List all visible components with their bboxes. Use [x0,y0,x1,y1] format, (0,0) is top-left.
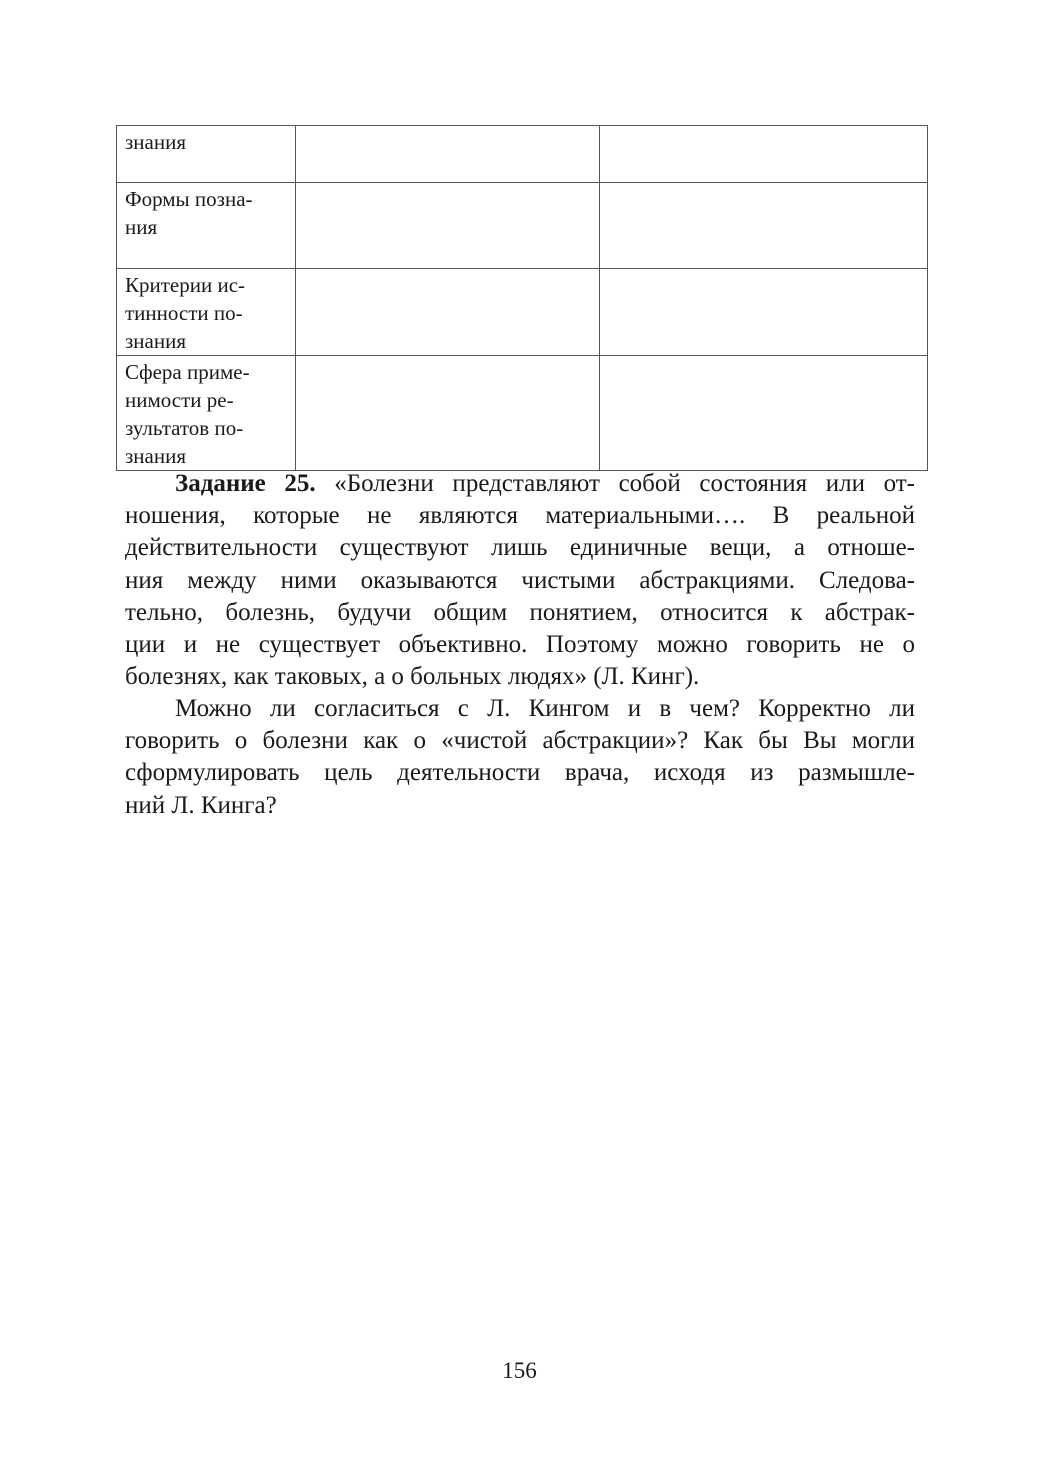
text-line: ния между ними оказываются чистыми абстракциями. Следова- [125,566,915,594]
row-label: Формы позна- ния [125,187,253,239]
table-row [117,183,928,269]
text-line: действительности существуют лишь единичные вещи, а отноше- [125,534,915,562]
row-label-cell [117,183,296,269]
table-row [117,269,928,356]
text-line: сформулировать цель деятельности врача, исходя из размышле- [125,759,915,787]
row-label: Сфера приме- нимости ре- зультатов по- знания [125,360,250,468]
row-label-cell [117,356,296,471]
text-line: болезнях, как таковых, а о больных людях» (Л. Кинг). [125,663,700,691]
empty-cell [600,269,928,356]
row-label-cell [117,269,296,356]
text-line: ний Л. Кинга? [125,791,277,819]
text-line: Можно ли согласиться с Л. Кингом и в чем? Корректно ли [175,695,915,722]
question-paragraph [125,693,915,822]
empty-cell [600,183,928,269]
text-line: ции и не существует объективно. Поэтому можно говорить не о [125,631,915,659]
empty-cell [600,126,928,183]
row-label: знания [125,130,186,154]
task-label: Задание 25. [175,470,316,497]
table-row [117,356,928,471]
empty-cell [296,126,600,183]
comparison-table [116,125,928,471]
empty-cell [600,356,928,471]
page-number: 156 [502,1358,537,1383]
row-label-cell [117,126,296,183]
text-line [125,468,915,500]
text-line: ношения, которые не являются материальными…. В реальной [125,502,915,530]
quote-text: «Болезни представляют собой состояния или от- [315,470,916,497]
row-label: Критерии ис- тинности по- знания [125,273,246,353]
empty-cell [296,356,600,471]
text-line: тельно, болезнь, будучи общим понятием, относится к абстрак- [125,598,915,626]
empty-cell [296,183,600,269]
table-row [117,126,928,183]
task-paragraph [125,468,915,693]
empty-cell [296,269,600,356]
text-line: говорить о болезни как о «чистой абстракции»? Как бы Вы могли [125,727,915,755]
